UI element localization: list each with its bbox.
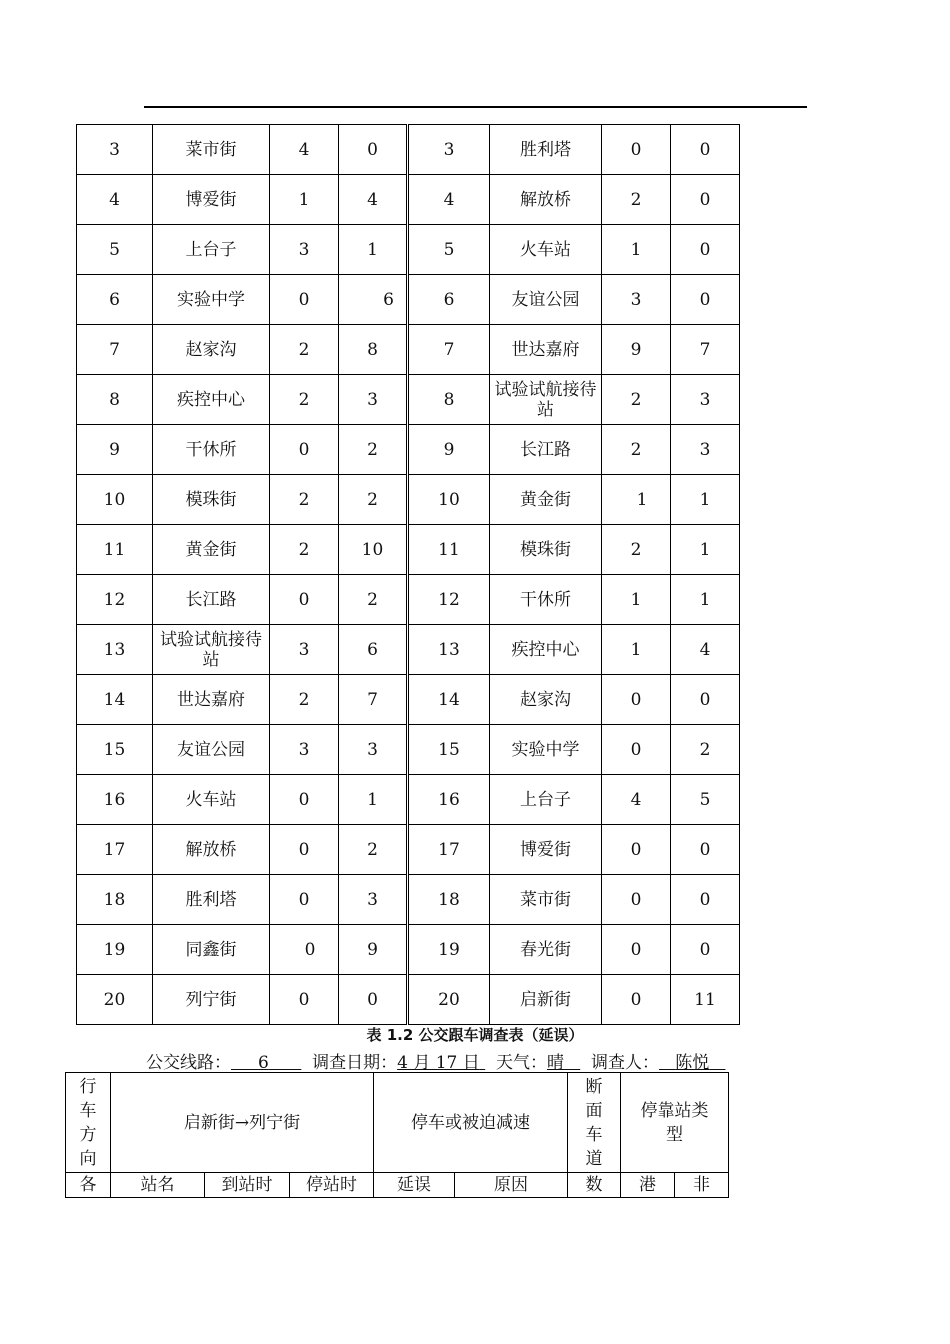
board-inbound-cell: 1 bbox=[602, 625, 671, 675]
stop-inbound-cell: 启新街 bbox=[490, 975, 602, 1025]
alight-outbound-cell: 2 bbox=[339, 825, 408, 875]
alight-outbound-cell: 0 bbox=[339, 975, 408, 1025]
stop-inbound-cell: 干休所 bbox=[490, 575, 602, 625]
route-label: 公交线路： bbox=[146, 1053, 231, 1073]
seq-inbound-cell: 6 bbox=[408, 275, 490, 325]
board-outbound-cell: 2 bbox=[270, 525, 339, 575]
alight-outbound-cell: 4 bbox=[339, 175, 408, 225]
stop-or-slow-header: 停车或被迫减速 bbox=[374, 1073, 568, 1173]
table-row bbox=[77, 175, 740, 225]
seq-outbound-cell: 5 bbox=[77, 225, 153, 275]
table-row bbox=[77, 475, 740, 525]
board-inbound-cell: 0 bbox=[602, 875, 671, 925]
seq-outbound-cell: 8 bbox=[77, 375, 153, 425]
alight-inbound-cell: 1 bbox=[671, 475, 740, 525]
header-rule bbox=[144, 106, 807, 108]
board-outbound-cell: 0 bbox=[270, 875, 339, 925]
board-outbound-cell: 2 bbox=[270, 375, 339, 425]
table-row bbox=[77, 925, 740, 975]
stop-type-header: 停靠站类型 bbox=[621, 1073, 729, 1173]
stop-inbound-cell: 解放桥 bbox=[490, 175, 602, 225]
board-outbound-cell: 0 bbox=[270, 925, 339, 975]
seq-outbound-cell: 6 bbox=[77, 275, 153, 325]
stop-inbound-cell: 博爱街 bbox=[490, 825, 602, 875]
board-inbound-cell: 2 bbox=[602, 175, 671, 225]
survey-info bbox=[146, 1048, 725, 1073]
alight-inbound-cell: 0 bbox=[671, 125, 740, 175]
stop-inbound-cell: 黄金街 bbox=[490, 475, 602, 525]
table-row bbox=[77, 675, 740, 725]
board-outbound-cell: 0 bbox=[270, 425, 339, 475]
alight-outbound-cell: 1 bbox=[339, 225, 408, 275]
alight-inbound-cell: 0 bbox=[671, 925, 740, 975]
delay-table bbox=[65, 1072, 729, 1198]
table-row bbox=[77, 775, 740, 825]
stop-outbound-cell: 解放桥 bbox=[153, 825, 270, 875]
stop-name-header: 站名 bbox=[111, 1173, 205, 1198]
alight-inbound-cell: 7 bbox=[671, 325, 740, 375]
board-outbound-cell: 0 bbox=[270, 275, 339, 325]
table-row bbox=[77, 225, 740, 275]
alight-inbound-cell: 0 bbox=[671, 225, 740, 275]
alight-inbound-cell: 4 bbox=[671, 625, 740, 675]
board-inbound-cell: 2 bbox=[602, 425, 671, 475]
board-inbound-cell: 0 bbox=[602, 675, 671, 725]
alight-outbound-cell: 2 bbox=[339, 425, 408, 475]
stop-inbound-cell: 试验试航接待站 bbox=[490, 375, 602, 425]
stop-outbound-cell: 试验试航接待站 bbox=[153, 625, 270, 675]
seq-outbound-cell: 20 bbox=[77, 975, 153, 1025]
alight-outbound-cell: 6 bbox=[339, 275, 408, 325]
alight-outbound-cell: 0 bbox=[339, 125, 408, 175]
seq-outbound-cell: 10 bbox=[77, 475, 153, 525]
alight-inbound-cell: 0 bbox=[671, 825, 740, 875]
seq-inbound-cell: 17 bbox=[408, 825, 490, 875]
weather-value: 晴 bbox=[547, 1053, 564, 1073]
seq-inbound-cell: 19 bbox=[408, 925, 490, 975]
seq-outbound-cell: 3 bbox=[77, 125, 153, 175]
route-header: 启新街→列宁街 bbox=[111, 1073, 374, 1173]
lanes-header: 断 面 车 道 bbox=[568, 1073, 621, 1173]
board-outbound-cell: 0 bbox=[270, 775, 339, 825]
table-row bbox=[77, 975, 740, 1025]
surveyor-value: 陈悦 bbox=[675, 1053, 710, 1073]
alight-outbound-cell: 2 bbox=[339, 475, 408, 525]
alight-outbound-cell: 9 bbox=[339, 925, 408, 975]
board-inbound-cell: 4 bbox=[602, 775, 671, 825]
seq-inbound-cell: 4 bbox=[408, 175, 490, 225]
alight-outbound-cell: 3 bbox=[339, 375, 408, 425]
stop-outbound-cell: 黄金街 bbox=[153, 525, 270, 575]
seq-inbound-cell: 11 bbox=[408, 525, 490, 575]
stops-table-body bbox=[77, 125, 740, 1025]
board-outbound-cell: 3 bbox=[270, 725, 339, 775]
seq-outbound-cell: 7 bbox=[77, 325, 153, 375]
board-inbound-cell: 0 bbox=[602, 975, 671, 1025]
alight-outbound-cell: 2 bbox=[339, 575, 408, 625]
table-row bbox=[77, 725, 740, 775]
route-value: 6 bbox=[258, 1053, 269, 1073]
board-inbound-cell: 2 bbox=[602, 375, 671, 425]
stop-outbound-cell: 博爱街 bbox=[153, 175, 270, 225]
table-row bbox=[77, 275, 740, 325]
stop-outbound-cell: 友谊公园 bbox=[153, 725, 270, 775]
stop-inbound-cell: 疾控中心 bbox=[490, 625, 602, 675]
alight-inbound-cell: 11 bbox=[671, 975, 740, 1025]
board-outbound-cell: 1 bbox=[270, 175, 339, 225]
board-outbound-cell: 0 bbox=[270, 575, 339, 625]
board-outbound-cell: 4 bbox=[270, 125, 339, 175]
seq-outbound-cell: 9 bbox=[77, 425, 153, 475]
table-row bbox=[77, 375, 740, 425]
alight-inbound-cell: 3 bbox=[671, 425, 740, 475]
alight-outbound-cell: 3 bbox=[339, 725, 408, 775]
seq-outbound-cell: 11 bbox=[77, 525, 153, 575]
alight-outbound-cell: 6 bbox=[339, 625, 408, 675]
stop-outbound-cell: 世达嘉府 bbox=[153, 675, 270, 725]
date-value: 4 月 17 日 bbox=[397, 1053, 480, 1073]
seq-inbound-cell: 9 bbox=[408, 425, 490, 475]
board-inbound-cell: 3 bbox=[602, 275, 671, 325]
seq-outbound-cell: 4 bbox=[77, 175, 153, 225]
table-row bbox=[77, 825, 740, 875]
seq-inbound-cell: 7 bbox=[408, 325, 490, 375]
stop-outbound-cell: 火车站 bbox=[153, 775, 270, 825]
seq-inbound-cell: 20 bbox=[408, 975, 490, 1025]
stop-outbound-cell: 菜市街 bbox=[153, 125, 270, 175]
stop-outbound-cell: 干休所 bbox=[153, 425, 270, 475]
board-inbound-cell: 0 bbox=[602, 925, 671, 975]
alight-inbound-cell: 2 bbox=[671, 725, 740, 775]
seq-outbound-cell: 18 bbox=[77, 875, 153, 925]
stop-outbound-cell: 胜利塔 bbox=[153, 875, 270, 925]
alight-outbound-cell: 1 bbox=[339, 775, 408, 825]
seq-outbound-cell: 14 bbox=[77, 675, 153, 725]
stop-inbound-cell: 赵家沟 bbox=[490, 675, 602, 725]
stop-inbound-cell: 胜利塔 bbox=[490, 125, 602, 175]
stop-inbound-cell: 火车站 bbox=[490, 225, 602, 275]
seq-inbound-cell: 16 bbox=[408, 775, 490, 825]
board-inbound-cell: 1 bbox=[602, 225, 671, 275]
board-inbound-cell: 0 bbox=[602, 825, 671, 875]
reason-header: 原因 bbox=[455, 1173, 568, 1198]
stop-outbound-cell: 同鑫街 bbox=[153, 925, 270, 975]
board-outbound-cell: 2 bbox=[270, 325, 339, 375]
seq-inbound-cell: 8 bbox=[408, 375, 490, 425]
alight-inbound-cell: 3 bbox=[671, 375, 740, 425]
alight-outbound-cell: 3 bbox=[339, 875, 408, 925]
stop-inbound-cell: 实验中学 bbox=[490, 725, 602, 775]
table-row bbox=[77, 325, 740, 375]
seq-inbound-cell: 3 bbox=[408, 125, 490, 175]
direction-header-cont: 各 bbox=[66, 1173, 111, 1198]
board-inbound-cell: 1 bbox=[602, 575, 671, 625]
direction-header: 行 车 方 向 bbox=[66, 1073, 111, 1173]
stop-outbound-cell: 赵家沟 bbox=[153, 325, 270, 375]
alight-inbound-cell: 0 bbox=[671, 175, 740, 225]
table-caption: 表 1.2 公交跟车调查表（延误） bbox=[366, 1026, 584, 1044]
lanes-header-cont: 数 bbox=[568, 1173, 621, 1198]
stop-outbound-cell: 长江路 bbox=[153, 575, 270, 625]
seq-outbound-cell: 16 bbox=[77, 775, 153, 825]
board-inbound-cell: 2 bbox=[602, 525, 671, 575]
alight-inbound-cell: 1 bbox=[671, 525, 740, 575]
stop-inbound-cell: 模珠街 bbox=[490, 525, 602, 575]
stop-outbound-cell: 模珠街 bbox=[153, 475, 270, 525]
seq-inbound-cell: 5 bbox=[408, 225, 490, 275]
seq-outbound-cell: 13 bbox=[77, 625, 153, 675]
seq-inbound-cell: 10 bbox=[408, 475, 490, 525]
stop-inbound-cell: 菜市街 bbox=[490, 875, 602, 925]
stops-table bbox=[76, 124, 740, 1025]
alight-outbound-cell: 8 bbox=[339, 325, 408, 375]
seq-inbound-cell: 14 bbox=[408, 675, 490, 725]
alight-inbound-cell: 0 bbox=[671, 875, 740, 925]
arrive-time-header: 到站时 bbox=[205, 1173, 290, 1198]
seq-inbound-cell: 12 bbox=[408, 575, 490, 625]
board-outbound-cell: 3 bbox=[270, 225, 339, 275]
stop-outbound-cell: 列宁街 bbox=[153, 975, 270, 1025]
stop-inbound-cell: 上台子 bbox=[490, 775, 602, 825]
table-row bbox=[77, 525, 740, 575]
seq-inbound-cell: 18 bbox=[408, 875, 490, 925]
seq-outbound-cell: 15 bbox=[77, 725, 153, 775]
board-outbound-cell: 2 bbox=[270, 675, 339, 725]
stop-inbound-cell: 友谊公园 bbox=[490, 275, 602, 325]
dwell-time-header: 停站时 bbox=[290, 1173, 374, 1198]
surveyor-label: 调查人： bbox=[591, 1053, 660, 1073]
seq-inbound-cell: 15 bbox=[408, 725, 490, 775]
stop-inbound-cell: 春光街 bbox=[490, 925, 602, 975]
board-outbound-cell: 3 bbox=[270, 625, 339, 675]
stop-inbound-cell: 世达嘉府 bbox=[490, 325, 602, 375]
non-bay-header: 非 bbox=[675, 1173, 729, 1198]
seq-outbound-cell: 12 bbox=[77, 575, 153, 625]
table-row bbox=[77, 125, 740, 175]
stop-outbound-cell: 实验中学 bbox=[153, 275, 270, 325]
board-inbound-cell: 0 bbox=[602, 725, 671, 775]
board-outbound-cell: 2 bbox=[270, 475, 339, 525]
stop-outbound-cell: 疾控中心 bbox=[153, 375, 270, 425]
seq-outbound-cell: 19 bbox=[77, 925, 153, 975]
alight-inbound-cell: 1 bbox=[671, 575, 740, 625]
alight-inbound-cell: 5 bbox=[671, 775, 740, 825]
seq-inbound-cell: 13 bbox=[408, 625, 490, 675]
table-row bbox=[77, 575, 740, 625]
board-outbound-cell: 0 bbox=[270, 825, 339, 875]
alight-outbound-cell: 7 bbox=[339, 675, 408, 725]
board-inbound-cell: 0 bbox=[602, 125, 671, 175]
table-row bbox=[77, 425, 740, 475]
table-row bbox=[77, 625, 740, 675]
stop-inbound-cell: 长江路 bbox=[490, 425, 602, 475]
weather-label: 天气： bbox=[496, 1053, 547, 1073]
board-inbound-cell: 9 bbox=[602, 325, 671, 375]
table-row bbox=[77, 875, 740, 925]
delay-header: 延误 bbox=[374, 1173, 455, 1198]
board-inbound-cell: 1 bbox=[602, 475, 671, 525]
board-outbound-cell: 0 bbox=[270, 975, 339, 1025]
alight-inbound-cell: 0 bbox=[671, 275, 740, 325]
bay-header: 港 bbox=[621, 1173, 675, 1198]
alight-outbound-cell: 10 bbox=[339, 525, 408, 575]
stop-outbound-cell: 上台子 bbox=[153, 225, 270, 275]
alight-inbound-cell: 0 bbox=[671, 675, 740, 725]
date-label: 调查日期： bbox=[312, 1053, 398, 1073]
seq-outbound-cell: 17 bbox=[77, 825, 153, 875]
